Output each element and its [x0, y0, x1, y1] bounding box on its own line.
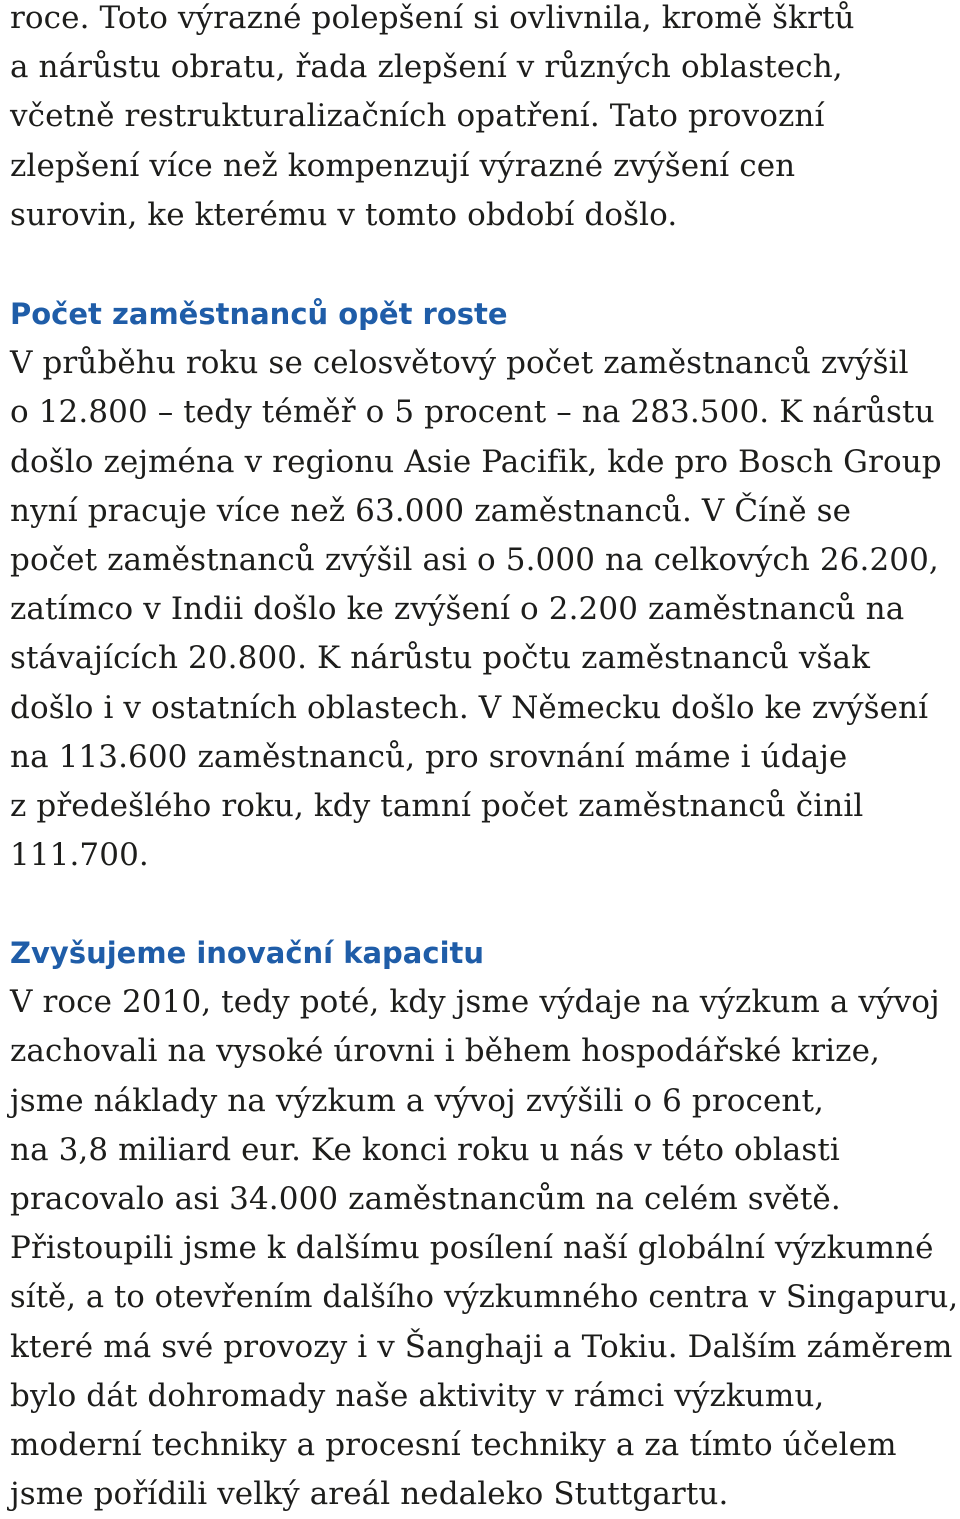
text-line: V roce 2010, tedy poté, kdy jsme výdaje na výzkum a vývoj — [10, 984, 940, 1021]
text-line: o 12.800 – tedy téměř o 5 procent – na 283.500. K nárůstu — [10, 394, 935, 431]
text-line: došlo i v ostatních oblastech. V Německu došlo ke zvýšení — [10, 689, 929, 726]
text-line: zatímco v Indii došlo ke zvýšení o 2.200 zaměstnanců na — [10, 591, 905, 628]
text-line: na 113.600 zaměstnanců, pro srovnání máme i údaje — [10, 738, 848, 775]
text-line: počet zaměstnanců zvýšil asi o 5.000 na celkových 26.200, — [10, 541, 939, 578]
text-line: moderní techniky a procesní techniky a za tímto účelem — [10, 1426, 897, 1463]
section-heading: Zvyšujeme inovační kapacitu — [10, 936, 485, 970]
text-line: 111.700. — [10, 837, 149, 874]
text-line: V průběhu roku se celosvětový počet zaměstnanců zvýšil — [10, 345, 909, 382]
text-line: na 3,8 miliard eur. Ke konci roku u nás v této oblasti — [10, 1131, 840, 1168]
text-line: pracovalo asi 34.000 zaměstnancům na celém světě. — [10, 1180, 841, 1217]
text-line: zlepšení více než kompenzují výrazné zvýšení cen — [10, 147, 796, 184]
text-line: sítě, a to otevřením dalšího výzkumného centra v Singapuru, — [10, 1280, 959, 1316]
text-line: roce. Toto výrazné polepšení si ovlivnila, kromě škrtů — [10, 0, 855, 36]
text-line: bylo dát dohromady naše aktivity v rámci výzkumu, — [10, 1377, 825, 1414]
text-line: jsme náklady na výzkum a vývoj zvýšili o 6 procent, — [10, 1082, 824, 1119]
text-line: z předešlého roku, kdy tamní počet zaměstnanců činil — [10, 787, 864, 824]
text-line: které má své provozy i v Šanghaji a Tokiu. Dalším záměrem — [10, 1328, 953, 1365]
text-line: došlo zejména v regionu Asie Pacifik, kde pro Bosch Group — [10, 443, 942, 480]
text-line: surovin, ke kterému v tomto období došlo. — [10, 196, 678, 233]
text-line: včetně restrukturalizačních opatření. Tato provozní — [10, 98, 825, 135]
employees-section — [10, 290, 942, 880]
text-line: stávajících 20.800. K nárůstu počtu zaměstnanců však — [10, 640, 870, 677]
text-line: zachovali na vysoké úrovni i během hospodářské krize, — [10, 1033, 881, 1070]
text-line: a nárůstu obratu, řada zlepšení v různých oblastech, — [10, 49, 843, 86]
text-line: Přistoupili jsme k dalšímu posílení naší globální výzkumné — [10, 1230, 934, 1267]
section-heading: Počet zaměstnanců opět roste — [10, 297, 508, 331]
text-line: nyní pracuje více než 63.000 zaměstnanců. V Číně se — [10, 492, 852, 529]
text-line: jsme pořídili velký areál nedaleko Stuttgartu. — [10, 1476, 729, 1513]
intro-paragraph — [10, 0, 855, 240]
innovation-section — [10, 929, 958, 1519]
